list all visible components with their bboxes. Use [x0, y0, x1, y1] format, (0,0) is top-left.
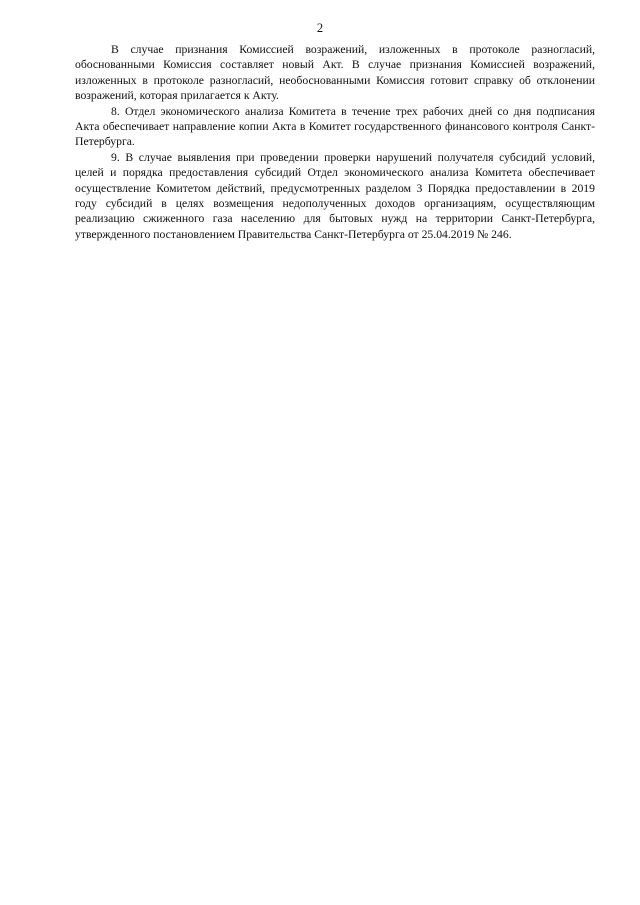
page-number: 2 — [316, 21, 324, 35]
document-body — [75, 42, 595, 242]
paragraph-9: 9. В случае выявления при проведении проверки нарушений получателя субсидий условий, целей и порядка предоставления субсидий Отдел экономического анализа Комитета обеспечивает осуществление Комитетом действий, предусмотренных разделом 3 Порядка предоставлении в 2019 году субсидий в целях возмещения недополученных доходов организациям, осуществляющим реализацию сжиженного газа населению для бытовых нужд на территории Санкт-Петербурга, утвержденного постановлением Правительства Санкт-Петербурга от 25.04.2019 № 246. — [75, 150, 595, 241]
paragraph-commission-decision: В случае признания Комиссией возражений, изложенных в протоколе разногласий, обоснованными Комиссия составляет новый Акт. В случае признания Комиссией возражений, изложенных в протоколе разногласий, необоснованными Комиссия готовит справку об отклонении возражений, которая прилагается к Акту. — [75, 43, 595, 103]
paragraph-8: 8. Отдел экономического анализа Комитета в течение трех рабочих дней со дня подписания Акта обеспечивает направление копии Акта в Комитет государственного финансового контроля Санкт-Петербурга. — [75, 104, 595, 149]
